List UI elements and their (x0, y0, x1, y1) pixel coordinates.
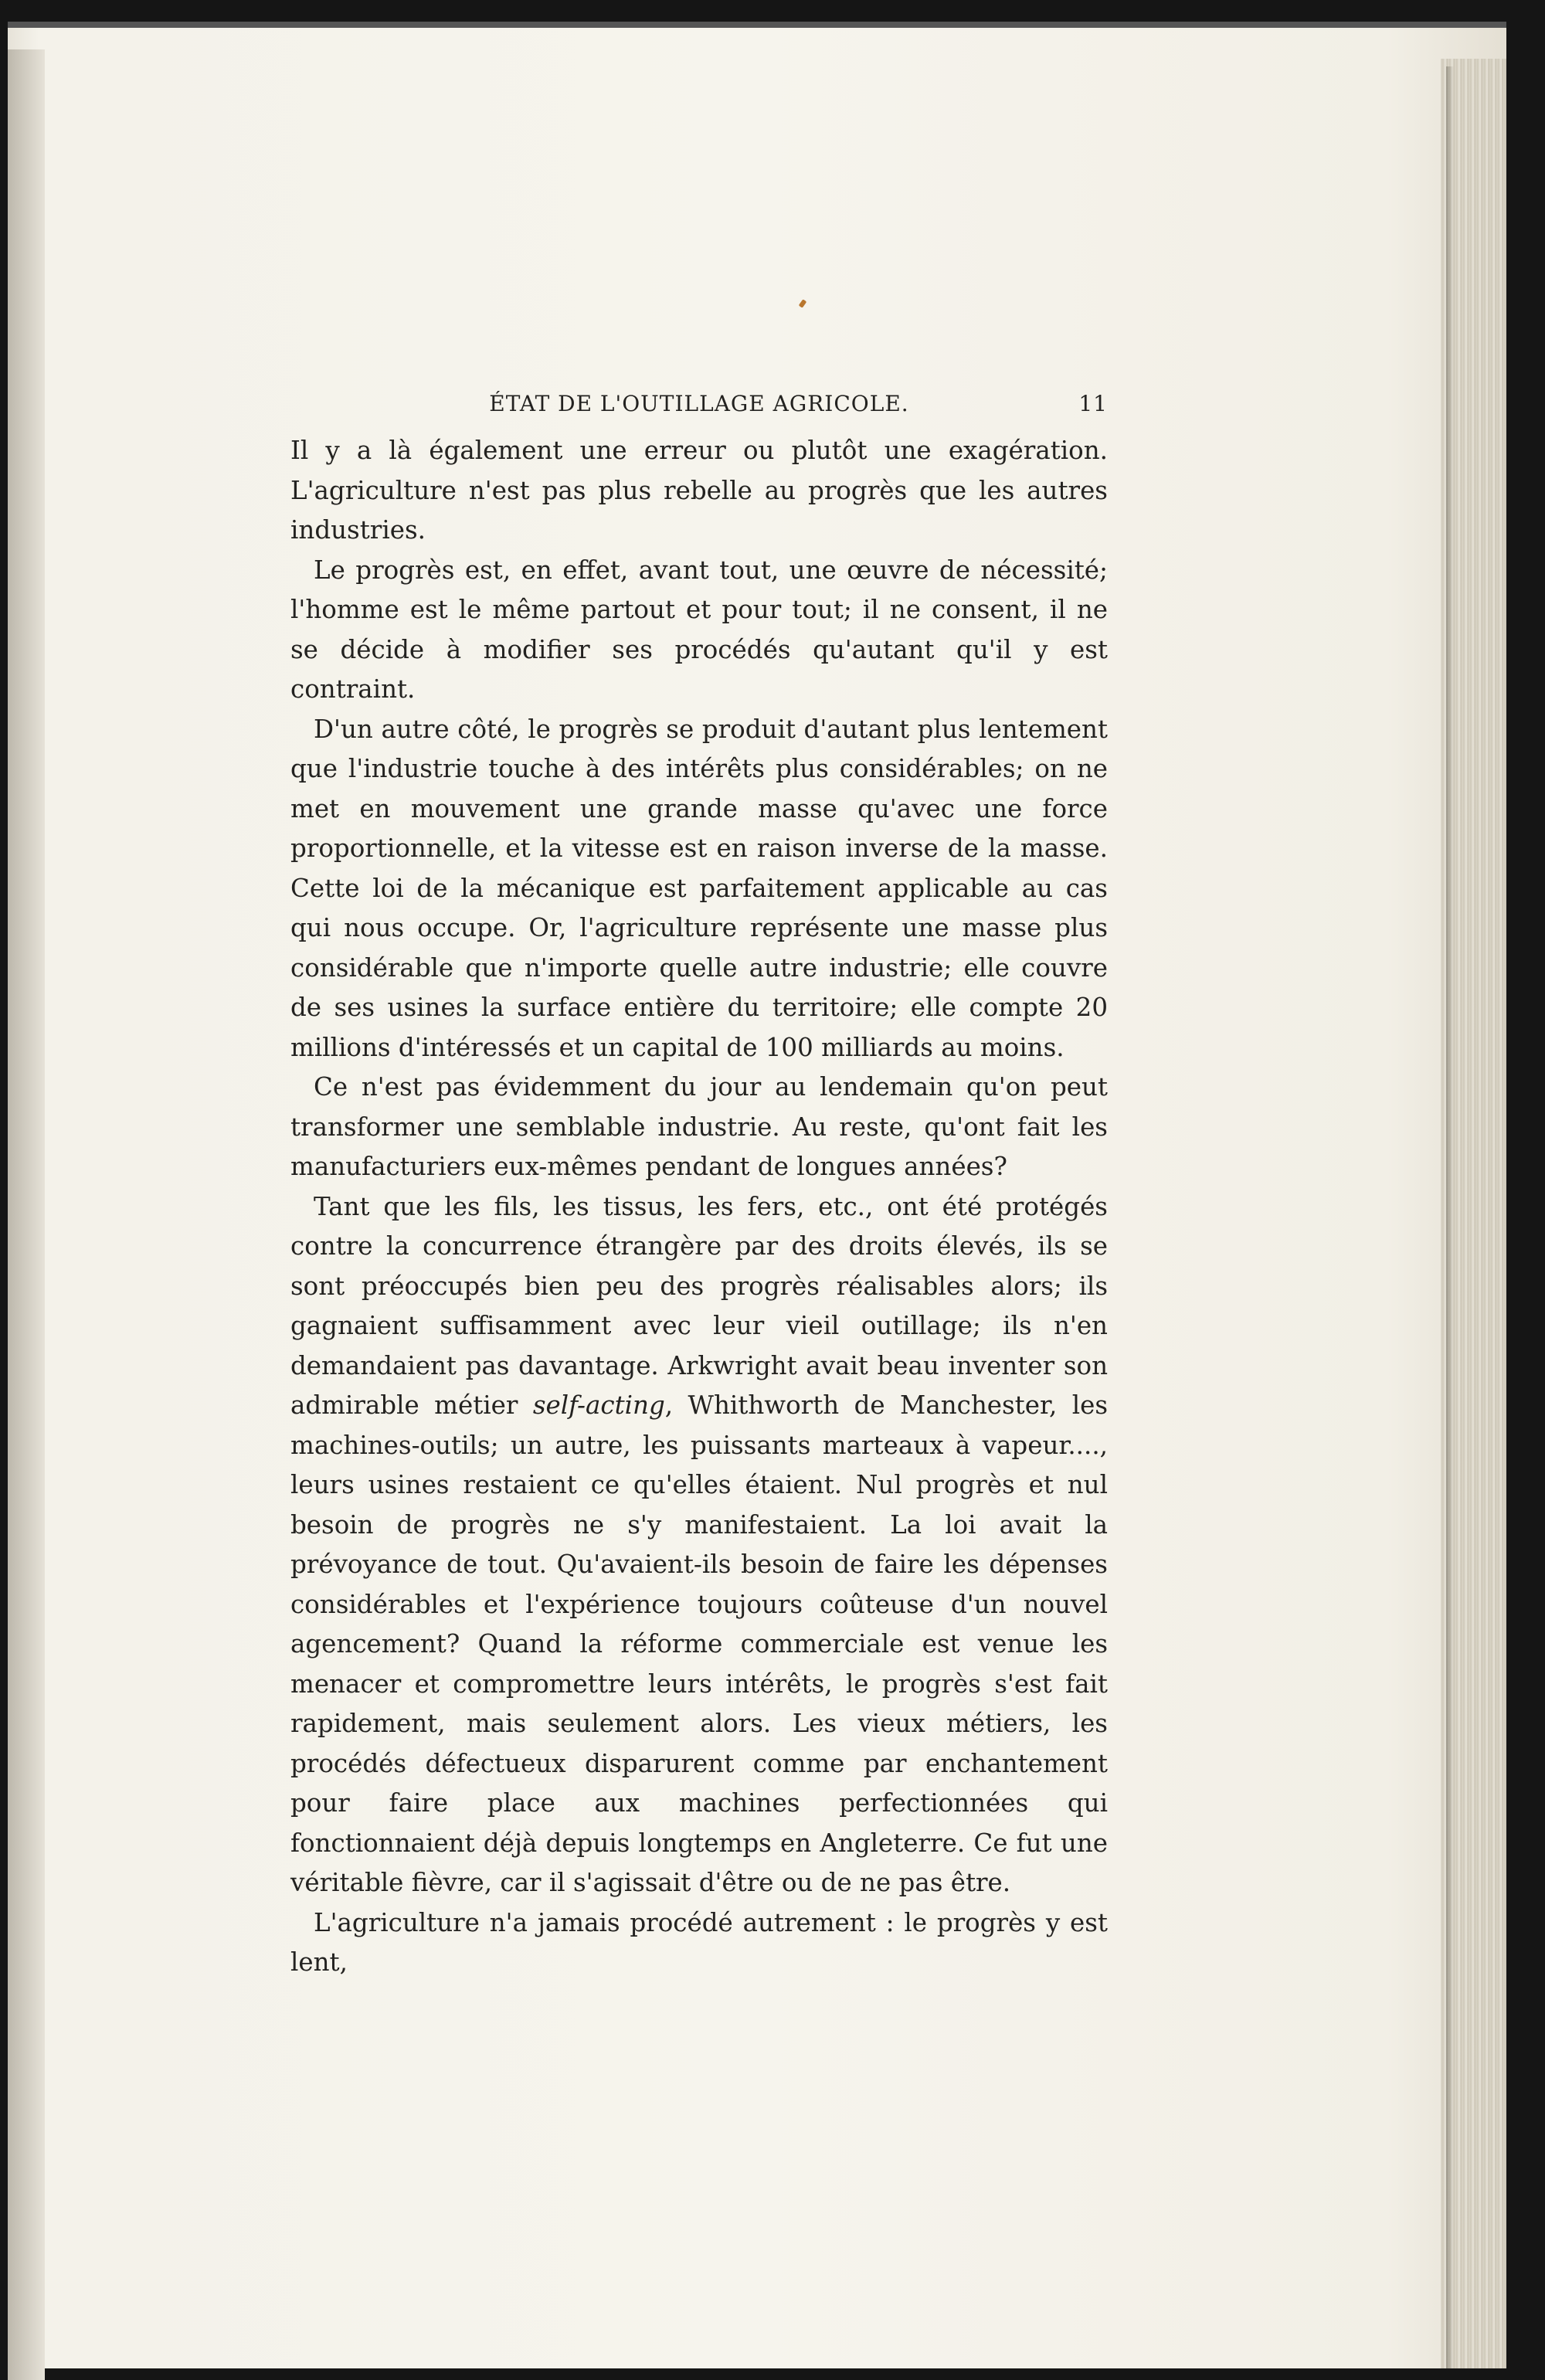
paragraph-5-italic-term: self-acting (532, 1390, 665, 1420)
page-number: 11 (1078, 391, 1108, 416)
book-page (8, 22, 1506, 2368)
paragraph-4: Ce n'est pas évidemment du jour au lendemain qu'on peut transformer une semblable industrie. Au reste, qu'ont fait les manufacturiers eux-mêmes pendant de longues années? (290, 1072, 1108, 1181)
running-head (290, 391, 1108, 428)
paragraph-5-text-b: , Whithworth de Manchester, les machines-outils; un autre, les puissants marteaux à vapeur...., leurs usines restaient ce qu'elles étaient. Nul progrès et nul besoin de progrès ne s'y manifestaient. La loi avait la prévoyance de tout. Qu'avaient-ils besoin de faire les dépenses considérables et l'expérience toujours coûteuse d'un nouvel agencement? Quand la réforme commerciale est venue les menacer et compromettre leurs intérêts, le progrès s'est fait rapidement, mais seulement alors. Les vieux métiers, les procédés défectueux disparurent comme par enchantement pour faire place aux machines perfectionnées qui fonctionnaient déjà depuis longtemps en Angleterre. Ce fut une véritable fièvre, car il s'agissait d'être ou de ne pas être. (290, 1390, 1108, 1897)
paragraph-2: Le progrès est, en effet, avant tout, une œuvre de nécessité; l'homme est le même partout et pour tout; il ne consent, il ne se décide à modifier ses procédés qu'autant qu'il y est contraint. (290, 555, 1108, 704)
paragraph-5 (290, 1187, 1108, 1903)
running-head-title: ÉTAT DE L'OUTILLAGE AGRICOLE. (489, 391, 909, 416)
text-block (290, 391, 1108, 1983)
fore-edge-shadow (1446, 66, 1454, 2368)
paragraph-5-text-a: Tant que les fils, les tissus, les fers, etc., ont été protégés contre la concurrence étrangère par des droits élevés, ils se sont préoccupés bien peu des progrès réalisables alors; ils gagnaient suffisamment avec leur vieil outillage; ils n'en demandaient pas davantage. Arkwright avait beau inventer son admirable métier (290, 1191, 1108, 1420)
binding-gutter (8, 49, 45, 2380)
paragraph-3: D'un autre côté, le progrès se produit d'autant plus lentement que l'industrie touche à des intérêts plus considérables; on ne met en mouvement une grande masse qu'avec une force proportionnelle, et la vitesse est en raison inverse de la masse. Cette loi de la mécanique est parfaitement applicable au cas qui nous occupe. Or, l'agriculture représente une masse plus considérable que n'importe quelle autre industrie; elle couvre de ses usines la surface entière du territoire; elle compte 20 millions d'intéressés et un capital de 100 milliards au moins. (290, 714, 1108, 1062)
paragraph-1: Il y a là également une erreur ou plutôt une exagération. L'agriculture n'est pas plus rebelle au progrès que les autres industries. (290, 436, 1108, 545)
body-text (290, 431, 1108, 1983)
paragraph-6: L'agriculture n'a jamais procédé autrement : le progrès y est lent, (290, 1907, 1108, 1977)
paper-speck (799, 299, 807, 308)
